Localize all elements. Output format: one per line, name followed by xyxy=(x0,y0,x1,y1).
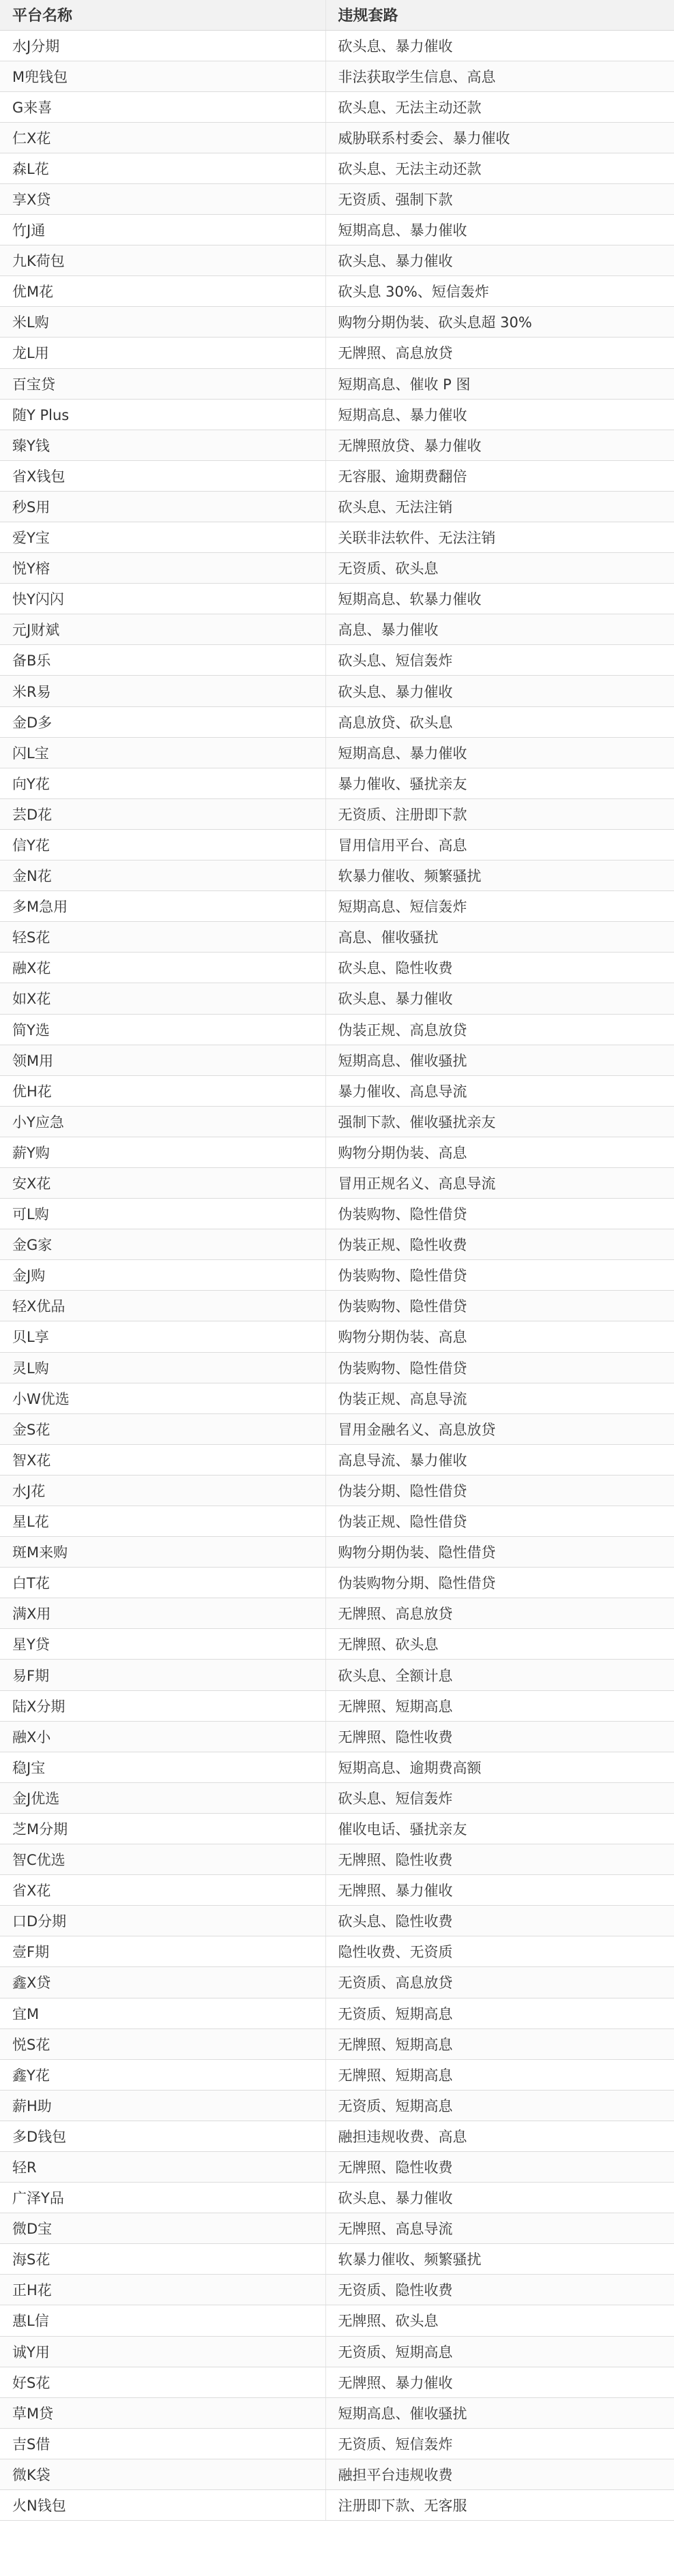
violation-pattern-cell: 软暴力催收、频繁骚扰 xyxy=(325,860,674,891)
table-row xyxy=(0,1014,674,1045)
table-row xyxy=(0,891,674,922)
violation-pattern-cell: 注册即下款、无客服 xyxy=(325,2490,674,2521)
table-row xyxy=(0,2183,674,2213)
violation-pattern-cell: 无牌照、砍头息 xyxy=(325,1629,674,1660)
violation-pattern-cell: 高息放贷、砍头息 xyxy=(325,706,674,737)
violation-pattern-cell: 购物分期伪装、高息 xyxy=(325,1321,674,1352)
table-row xyxy=(0,1598,674,1629)
platform-name-cell: 满X用 xyxy=(0,1598,325,1629)
table-row xyxy=(0,1260,674,1291)
violation-pattern-cell: 伪装购物、隐性借贷 xyxy=(325,1352,674,1383)
table-row xyxy=(0,1537,674,1568)
platform-name-cell: 百宝贷 xyxy=(0,368,325,399)
table-row xyxy=(0,430,674,460)
violation-pattern-cell: 短期高息、暴力催收 xyxy=(325,399,674,430)
platform-name-cell: 微D宝 xyxy=(0,2213,325,2244)
platform-name-cell: 金G家 xyxy=(0,1229,325,1260)
table-row xyxy=(0,122,674,153)
platform-name-cell: 金J购 xyxy=(0,1260,325,1291)
table-row xyxy=(0,1721,674,1752)
violation-pattern-cell: 短期高息、催收 P 图 xyxy=(325,368,674,399)
violation-pattern-cell: 无牌照放贷、暴力催收 xyxy=(325,430,674,460)
violation-pattern-cell: 短期高息、短信轰炸 xyxy=(325,891,674,922)
platform-name-cell: 融X小 xyxy=(0,1721,325,1752)
platform-name-cell: 信Y花 xyxy=(0,829,325,860)
platform-name-cell: 惠L信 xyxy=(0,2305,325,2336)
platform-name-cell: 安X花 xyxy=(0,1167,325,1198)
platform-name-cell: 微K袋 xyxy=(0,2459,325,2489)
platform-name-cell: 吉S借 xyxy=(0,2428,325,2459)
platform-name-cell: 星L花 xyxy=(0,1506,325,1537)
violation-pattern-cell: 隐性收费、无资质 xyxy=(325,1936,674,1967)
violation-pattern-cell: 砍头息、短信轰炸 xyxy=(325,1782,674,1813)
violation-pattern-cell: 无牌照、隐性收费 xyxy=(325,2151,674,2182)
table-row xyxy=(0,183,674,214)
table-row xyxy=(0,1875,674,1906)
table-header xyxy=(0,0,674,30)
platform-name-cell: 备B乐 xyxy=(0,645,325,676)
violation-pattern-cell: 无牌照、短期高息 xyxy=(325,2059,674,2090)
table-row xyxy=(0,2090,674,2121)
platform-name-cell: 竹J通 xyxy=(0,215,325,245)
violation-pattern-cell: 无资质、短信轰炸 xyxy=(325,2428,674,2459)
violation-pattern-cell: 高息导流、暴力催收 xyxy=(325,1444,674,1475)
violation-pattern-cell: 伪装购物、隐性借贷 xyxy=(325,1260,674,1291)
platform-name-cell: 水J分期 xyxy=(0,30,325,61)
table-row xyxy=(0,676,674,706)
table-row xyxy=(0,645,674,676)
platform-name-cell: 省X花 xyxy=(0,1875,325,1906)
platform-name-cell: 智X花 xyxy=(0,1444,325,1475)
table-row xyxy=(0,61,674,91)
violation-pattern-cell: 无牌照、高息放贷 xyxy=(325,1598,674,1629)
violation-pattern-cell: 砍头息、无法主动还款 xyxy=(325,153,674,183)
table-row xyxy=(0,1106,674,1137)
platform-name-cell: 海S花 xyxy=(0,2244,325,2275)
violation-pattern-cell: 催收电话、骚扰亲友 xyxy=(325,1813,674,1844)
platform-name-cell: 宜M xyxy=(0,1998,325,2028)
platform-name-cell: 向Y花 xyxy=(0,768,325,798)
violation-pattern-cell: 威胁联系村委会、暴力催收 xyxy=(325,122,674,153)
platform-name-cell: 灵L购 xyxy=(0,1352,325,1383)
table-row xyxy=(0,1167,674,1198)
violation-pattern-cell: 购物分期伪装、隐性借贷 xyxy=(325,1537,674,1568)
violation-pattern-cell: 高息、暴力催收 xyxy=(325,614,674,645)
violation-pattern-cell: 强制下款、催收骚扰亲友 xyxy=(325,1106,674,1137)
violation-pattern-cell: 砍头息、暴力催收 xyxy=(325,676,674,706)
violation-pattern-cell: 砍头息、无法注销 xyxy=(325,491,674,522)
header-violation-pattern: 违规套路 xyxy=(325,0,674,30)
violation-pattern-cell: 砍头息 30%、短信轰炸 xyxy=(325,276,674,307)
platform-name-cell: 九K荷包 xyxy=(0,245,325,276)
table-row xyxy=(0,706,674,737)
table-row xyxy=(0,953,674,983)
table-row xyxy=(0,737,674,768)
table-row xyxy=(0,1967,674,1998)
table-row xyxy=(0,276,674,307)
platform-name-cell: 悦S花 xyxy=(0,2028,325,2059)
platform-name-cell: 口D分期 xyxy=(0,1906,325,1936)
platform-name-cell: 元J财斌 xyxy=(0,614,325,645)
violation-pattern-cell: 无牌照、隐性收费 xyxy=(325,1721,674,1752)
violation-pattern-cell: 伪装正规、隐性借贷 xyxy=(325,1506,674,1537)
table-row xyxy=(0,1413,674,1444)
violation-pattern-cell: 冒用正规名义、高息导流 xyxy=(325,1167,674,1198)
platform-name-cell: 随Y Plus xyxy=(0,399,325,430)
violation-pattern-cell: 砍头息、隐性收费 xyxy=(325,953,674,983)
table-row xyxy=(0,1906,674,1936)
table-body xyxy=(0,30,674,2521)
platform-name-cell: 小Y应急 xyxy=(0,1106,325,1137)
platform-name-cell: 简Y选 xyxy=(0,1014,325,1045)
table-row xyxy=(0,491,674,522)
table-row xyxy=(0,2244,674,2275)
platform-name-cell: 智C优选 xyxy=(0,1844,325,1875)
table-row xyxy=(0,1291,674,1321)
platform-name-cell: 臻Y钱 xyxy=(0,430,325,460)
table-row xyxy=(0,1383,674,1413)
violation-pattern-cell: 无资质、强制下款 xyxy=(325,183,674,214)
table-row xyxy=(0,2305,674,2336)
violation-pattern-cell: 砍头息、暴力催收 xyxy=(325,245,674,276)
platform-name-cell: 轻S花 xyxy=(0,922,325,953)
platform-name-cell: 省X钱包 xyxy=(0,460,325,491)
platform-name-cell: 斑M来购 xyxy=(0,1537,325,1568)
platform-name-cell: 享X贷 xyxy=(0,183,325,214)
violation-pattern-cell: 非法获取学生信息、高息 xyxy=(325,61,674,91)
table-row xyxy=(0,1506,674,1537)
platform-name-cell: 仁X花 xyxy=(0,122,325,153)
violation-pattern-cell: 伪装正规、高息导流 xyxy=(325,1383,674,1413)
table-row xyxy=(0,2459,674,2489)
table-row xyxy=(0,2028,674,2059)
table-header-row xyxy=(0,0,674,30)
violation-pattern-cell: 无牌照、短期高息 xyxy=(325,1690,674,1721)
platform-name-cell: 可L购 xyxy=(0,1199,325,1229)
violation-pattern-cell: 高息、催收骚扰 xyxy=(325,922,674,953)
violation-pattern-cell: 伪装购物、隐性借贷 xyxy=(325,1291,674,1321)
violation-pattern-cell: 无牌照、隐性收费 xyxy=(325,1844,674,1875)
table-row xyxy=(0,522,674,553)
platform-name-cell: 金J优选 xyxy=(0,1782,325,1813)
platform-name-cell: 芝M分期 xyxy=(0,1813,325,1844)
table-row xyxy=(0,1998,674,2028)
table-row xyxy=(0,2397,674,2428)
violation-pattern-cell: 冒用信用平台、高息 xyxy=(325,829,674,860)
platform-name-cell: 陆X分期 xyxy=(0,1690,325,1721)
violation-pattern-cell: 无资质、短期高息 xyxy=(325,2090,674,2121)
platform-name-cell: 优H花 xyxy=(0,1075,325,1106)
header-platform-name: 平台名称 xyxy=(0,0,325,30)
platform-name-cell: 小W优选 xyxy=(0,1383,325,1413)
violation-pattern-cell: 伪装分期、隐性借贷 xyxy=(325,1475,674,1506)
table-row xyxy=(0,2151,674,2182)
violation-pattern-cell: 无牌照、短期高息 xyxy=(325,2028,674,2059)
table-row xyxy=(0,460,674,491)
table-row xyxy=(0,1352,674,1383)
table-row xyxy=(0,91,674,122)
platform-name-cell: 快Y闪闪 xyxy=(0,584,325,614)
platform-name-cell: 米R易 xyxy=(0,676,325,706)
platform-name-cell: 龙L用 xyxy=(0,338,325,368)
platform-name-cell: 白T花 xyxy=(0,1568,325,1598)
platform-name-cell: 火N钱包 xyxy=(0,2490,325,2521)
table-row xyxy=(0,338,674,368)
table-row xyxy=(0,368,674,399)
platform-name-cell: 轻R xyxy=(0,2151,325,2182)
platform-name-cell: 轻X优品 xyxy=(0,1291,325,1321)
platform-name-cell: 水J花 xyxy=(0,1475,325,1506)
platform-name-cell: 优M花 xyxy=(0,276,325,307)
platform-name-cell: 诚Y用 xyxy=(0,2336,325,2367)
violation-pattern-cell: 软暴力催收、频繁骚扰 xyxy=(325,2244,674,2275)
table-row xyxy=(0,1660,674,1690)
table-row xyxy=(0,245,674,276)
platform-name-cell: G来喜 xyxy=(0,91,325,122)
table-row xyxy=(0,553,674,584)
platform-name-cell: 森L花 xyxy=(0,153,325,183)
table-row xyxy=(0,1844,674,1875)
violation-pattern-cell: 砍头息、暴力催收 xyxy=(325,983,674,1014)
platform-name-cell: 领M用 xyxy=(0,1045,325,1075)
table-row xyxy=(0,2275,674,2305)
violation-pattern-cell: 无资质、注册即下款 xyxy=(325,798,674,829)
platform-name-cell: 壹F期 xyxy=(0,1936,325,1967)
platform-name-cell: 闪L宝 xyxy=(0,737,325,768)
platform-name-cell: 秒S用 xyxy=(0,491,325,522)
violation-pattern-cell: 伪装购物、隐性借贷 xyxy=(325,1199,674,1229)
platform-name-cell: 鑫X贷 xyxy=(0,1967,325,1998)
table-row xyxy=(0,798,674,829)
table-row xyxy=(0,307,674,338)
violation-pattern-cell: 无牌照、高息放贷 xyxy=(325,338,674,368)
platform-name-cell: 薪Y购 xyxy=(0,1137,325,1167)
platform-name-cell: 金D多 xyxy=(0,706,325,737)
table-row xyxy=(0,1321,674,1352)
violation-pattern-cell: 短期高息、暴力催收 xyxy=(325,215,674,245)
table-row xyxy=(0,922,674,953)
table-row xyxy=(0,860,674,891)
violation-pattern-cell: 无资质、短期高息 xyxy=(325,1998,674,2028)
violation-pattern-cell: 砍头息、隐性收费 xyxy=(325,1906,674,1936)
violation-pattern-cell: 无资质、高息放贷 xyxy=(325,1967,674,1998)
table-row xyxy=(0,2059,674,2090)
table-row xyxy=(0,1629,674,1660)
table-row xyxy=(0,2428,674,2459)
platform-name-cell: 多M急用 xyxy=(0,891,325,922)
platform-name-cell: 广泽Y品 xyxy=(0,2183,325,2213)
table-row xyxy=(0,2336,674,2367)
table-row xyxy=(0,1752,674,1782)
platform-name-cell: 贝L享 xyxy=(0,1321,325,1352)
violation-pattern-cell: 暴力催收、骚扰亲友 xyxy=(325,768,674,798)
violation-pattern-cell: 冒用金融名义、高息放贷 xyxy=(325,1413,674,1444)
platform-name-cell: 鑫Y花 xyxy=(0,2059,325,2090)
table-row xyxy=(0,1568,674,1598)
violation-pattern-cell: 伪装购物分期、隐性借贷 xyxy=(325,1568,674,1598)
violation-pattern-cell: 砍头息、暴力催收 xyxy=(325,2183,674,2213)
table-row xyxy=(0,1690,674,1721)
violation-pattern-cell: 砍头息、暴力催收 xyxy=(325,30,674,61)
platform-name-cell: 金N花 xyxy=(0,860,325,891)
platform-name-cell: 稳J宝 xyxy=(0,1752,325,1782)
violation-pattern-cell: 无牌照、高息导流 xyxy=(325,2213,674,2244)
violation-pattern-cell: 短期高息、催收骚扰 xyxy=(325,1045,674,1075)
violation-pattern-cell: 无牌照、暴力催收 xyxy=(325,1875,674,1906)
violation-pattern-cell: 购物分期伪装、高息 xyxy=(325,1137,674,1167)
platform-name-cell: 薪H助 xyxy=(0,2090,325,2121)
violation-pattern-cell: 伪装正规、高息放贷 xyxy=(325,1014,674,1045)
violation-pattern-cell: 短期高息、软暴力催收 xyxy=(325,584,674,614)
platform-name-cell: 悦Y榕 xyxy=(0,553,325,584)
table-row xyxy=(0,768,674,798)
platform-name-cell: 爱Y宝 xyxy=(0,522,325,553)
platform-name-cell: M兜钱包 xyxy=(0,61,325,91)
violation-pattern-cell: 融担违规收费、高息 xyxy=(325,2121,674,2151)
violation-pattern-cell: 砍头息、无法主动还款 xyxy=(325,91,674,122)
table-row xyxy=(0,614,674,645)
violation-pattern-cell: 暴力催收、高息导流 xyxy=(325,1075,674,1106)
table-row xyxy=(0,1137,674,1167)
table-row xyxy=(0,584,674,614)
platform-name-cell: 如X花 xyxy=(0,983,325,1014)
platform-name-cell: 正H花 xyxy=(0,2275,325,2305)
violation-pattern-cell: 关联非法软件、无法注销 xyxy=(325,522,674,553)
table-row xyxy=(0,2367,674,2397)
table-row xyxy=(0,2213,674,2244)
table-row xyxy=(0,1475,674,1506)
table-row xyxy=(0,1229,674,1260)
platform-name-cell: 星Y贷 xyxy=(0,1629,325,1660)
platform-name-cell: 米L购 xyxy=(0,307,325,338)
violation-pattern-cell: 无资质、隐性收费 xyxy=(325,2275,674,2305)
table-row xyxy=(0,1075,674,1106)
platform-name-cell: 融X花 xyxy=(0,953,325,983)
table-row xyxy=(0,2121,674,2151)
table-row xyxy=(0,1936,674,1967)
violation-pattern-cell: 无牌照、砍头息 xyxy=(325,2305,674,2336)
platform-name-cell: 多D钱包 xyxy=(0,2121,325,2151)
violation-pattern-cell: 无容服、逾期费翻倍 xyxy=(325,460,674,491)
violation-pattern-cell: 无资质、短期高息 xyxy=(325,2336,674,2367)
violation-pattern-cell: 无牌照、暴力催收 xyxy=(325,2367,674,2397)
platform-name-cell: 芸D花 xyxy=(0,798,325,829)
table-row xyxy=(0,215,674,245)
table-row xyxy=(0,399,674,430)
violation-pattern-cell: 购物分期伪装、砍头息超 30% xyxy=(325,307,674,338)
table-row xyxy=(0,829,674,860)
violation-pattern-cell: 砍头息、全额计息 xyxy=(325,1660,674,1690)
platform-name-cell: 金S花 xyxy=(0,1413,325,1444)
violation-pattern-cell: 无资质、砍头息 xyxy=(325,553,674,584)
violation-pattern-cell: 融担平台违规收费 xyxy=(325,2459,674,2489)
table-row xyxy=(0,983,674,1014)
table-row xyxy=(0,1199,674,1229)
violation-pattern-cell: 短期高息、暴力催收 xyxy=(325,737,674,768)
platform-name-cell: 草M贷 xyxy=(0,2397,325,2428)
table-row xyxy=(0,1045,674,1075)
violation-pattern-cell: 砍头息、短信轰炸 xyxy=(325,645,674,676)
table-row xyxy=(0,1782,674,1813)
table-row xyxy=(0,2490,674,2521)
violation-pattern-cell: 短期高息、催收骚扰 xyxy=(325,2397,674,2428)
table-row xyxy=(0,1444,674,1475)
violation-pattern-cell: 短期高息、逾期费高额 xyxy=(325,1752,674,1782)
violation-pattern-cell: 伪装正规、隐性收费 xyxy=(325,1229,674,1260)
table-row xyxy=(0,1813,674,1844)
platform-name-cell: 易F期 xyxy=(0,1660,325,1690)
platform-name-cell: 好S花 xyxy=(0,2367,325,2397)
table-row xyxy=(0,30,674,61)
table-row xyxy=(0,153,674,183)
